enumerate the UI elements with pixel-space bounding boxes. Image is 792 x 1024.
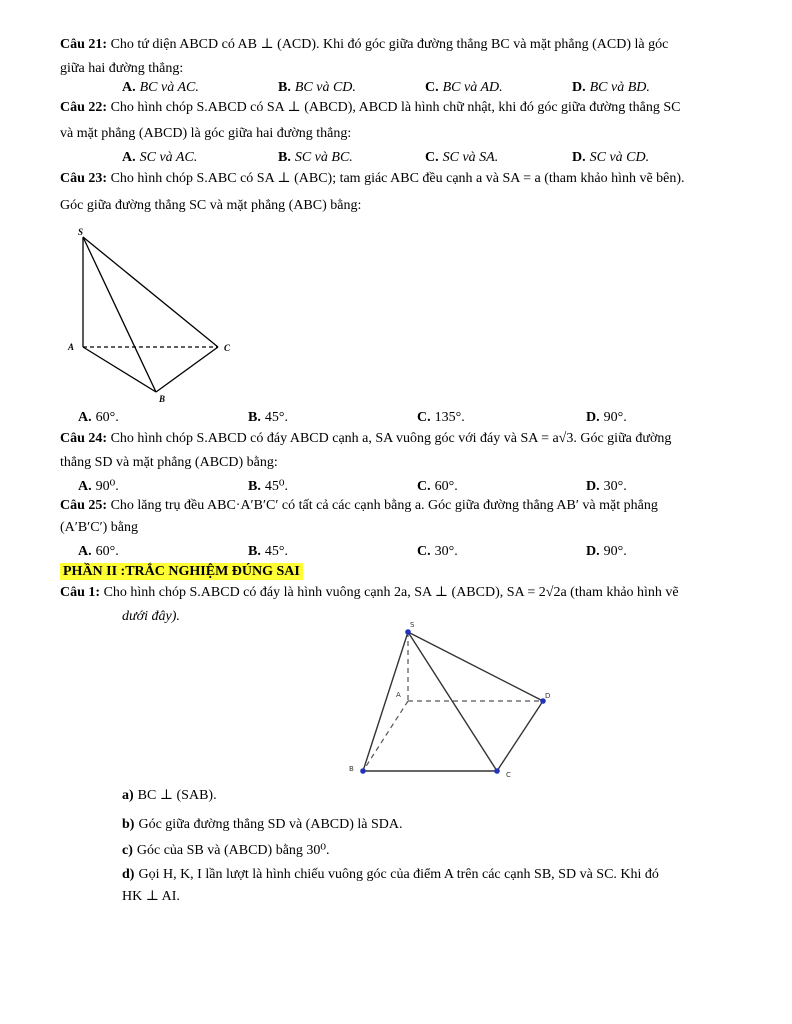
part2-label-a: A (396, 691, 401, 699)
part2-q1-pyramid-figure (340, 620, 570, 785)
part2-q1-item-b[interactable]: b) Góc giữa đường thẳng SD và (ABCD) là SDA. (122, 817, 403, 832)
q23-option-a[interactable]: A. 60°. (78, 410, 119, 425)
q24-option-b[interactable]: B. 45⁰. (248, 479, 288, 494)
q24-option-c[interactable]: C. 60°. (417, 479, 458, 494)
part2-label-c: C (506, 771, 511, 779)
part2-q1-label: Câu 1: (60, 585, 101, 600)
q21-text: Cho tứ diện ABCD có AB ⊥ (ACD). Khi đó góc giữa đường thẳng BC và mặt phẳng (ACD) là góc (110, 37, 669, 52)
q21-option-c[interactable]: C. BC và AD. (425, 80, 503, 95)
q23-line1 (60, 170, 685, 188)
part2-q1-text: Cho hình chóp S.ABCD có đáy là hình vuông cạnh 2a, SA ⊥ (ABCD), SA = 2√2a (tham khảo hình vẽ (103, 585, 679, 600)
part2-q1-line2: dưới đây). (122, 609, 180, 624)
q21-option-b[interactable]: B. BC và CD. (278, 80, 356, 95)
q23-label-a: A (68, 342, 75, 352)
q25-option-c[interactable]: C. 30°. (417, 544, 458, 559)
q23-label-b: B (159, 394, 166, 404)
q23-option-b[interactable]: B. 45°. (248, 410, 288, 425)
q24-text: Cho hình chóp S.ABCD có đáy ABCD cạnh a, SA vuông góc với đáy và SA = a√3. Góc giữa đường (110, 431, 672, 446)
q22-option-d[interactable]: D. SC và CD. (572, 150, 650, 165)
part2-q1-line1 (60, 584, 679, 602)
q25-option-d[interactable]: D. 90°. (586, 544, 627, 559)
q21-line2: giữa hai đường thẳng: (60, 61, 184, 76)
q21-option-d[interactable]: D. BC và BD. (572, 80, 650, 95)
q22-line1 (60, 99, 680, 117)
q23-option-d[interactable]: D. 90°. (586, 410, 627, 425)
q24-option-a[interactable]: A. 90⁰. (78, 479, 119, 494)
part2-q1-item-d-line2: HK ⊥ AI. (122, 889, 180, 904)
q24-line2: thẳng SD và mặt phẳng (ABCD) bằng: (60, 455, 278, 470)
q24-line1 (60, 430, 671, 448)
part2-title: PHẦN II :TRẮC NGHIỆM ĐÚNG SAI (60, 563, 303, 580)
q25-text: Cho lăng trụ đều ABC·A′B′C′ có tất cả các cạnh bằng a. Góc giữa đường thẳng AB′ và mặt phẳng (110, 498, 658, 513)
part2-q1-item-a[interactable]: a) BC ⊥ (SAB). (122, 788, 217, 803)
q25-line1 (60, 497, 658, 515)
part2-label-b: B (349, 765, 354, 773)
q23-option-c[interactable]: C. 135°. (417, 410, 465, 425)
q22-option-b[interactable]: B. SC và BC. (278, 150, 353, 165)
q25-label: Câu 25: (60, 498, 108, 513)
q25-line2: (A′B′C′) bằng (60, 520, 139, 535)
q25-option-a[interactable]: A. 60°. (78, 544, 119, 559)
q21-option-a[interactable]: A. BC và AC. (122, 80, 199, 95)
part2-label-d: D (545, 692, 551, 700)
q23-label-s: S (78, 227, 84, 237)
q21-line1 (60, 36, 668, 54)
q23-line2: Góc giữa đường thẳng SC và mặt phẳng (ABC) bằng: (60, 198, 362, 213)
q23-label: Câu 23: (60, 171, 108, 186)
q22-line2: và mặt phẳng (ABCD) là góc giữa hai đường thẳng: (60, 126, 352, 141)
part2-q1-item-c[interactable]: c) Góc của SB và (ABCD) bằng 30⁰. (122, 843, 330, 858)
q22-option-a[interactable]: A. SC và AC. (122, 150, 198, 165)
q22-text: Cho hình chóp S.ABCD có SA ⊥ (ABCD), ABCD là hình chữ nhật, khi đó góc giữa đường thẳng SC (110, 100, 681, 115)
q22-option-c[interactable]: C. SC và SA. (425, 150, 499, 165)
q23-text: Cho hình chóp S.ABC có SA ⊥ (ABC); tam giác ABC đều cạnh a và SA = a (tham khảo hình vẽ bên). (110, 171, 685, 186)
q25-option-b[interactable]: B. 45°. (248, 544, 288, 559)
q21-label: Câu 21: (60, 37, 108, 52)
q24-option-d[interactable]: D. 30°. (586, 479, 627, 494)
part2-label-s: S (410, 621, 415, 629)
q22-label: Câu 22: (60, 100, 108, 115)
part2-q1-item-d[interactable]: d) Gọi H, K, I lần lượt là hình chiếu vuông góc của điểm A trên các cạnh SB, SD và SC. Khi đó (122, 867, 659, 882)
q24-label: Câu 24: (60, 431, 108, 446)
q23-pyramid-figure (60, 225, 240, 405)
q23-label-c: C (224, 343, 231, 353)
